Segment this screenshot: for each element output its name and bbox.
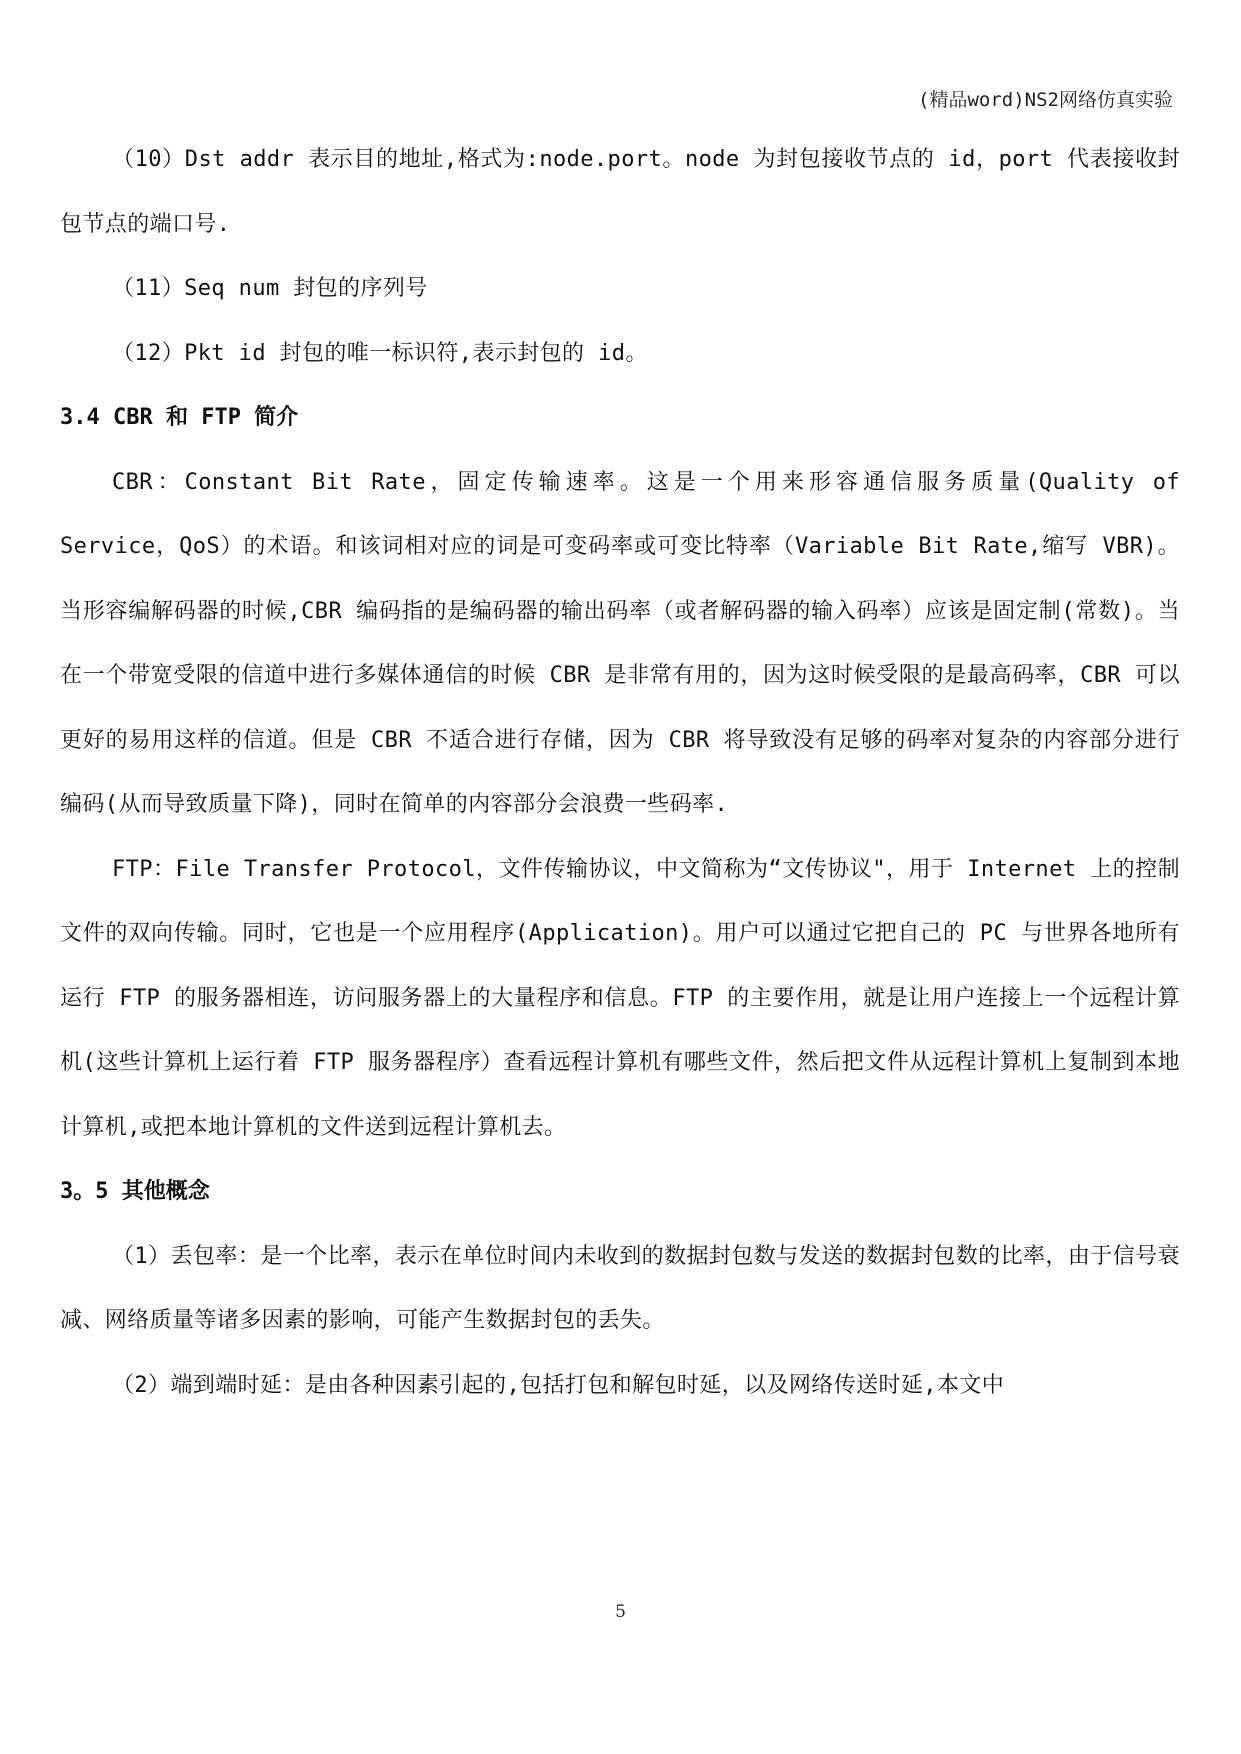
paragraph-pkt-id: （12）Pkt id 封包的唯一标识符,表示封包的 id。 bbox=[112, 340, 648, 366]
page-content bbox=[60, 128, 1180, 1418]
paragraph-seq-num: （11）Seq num 封包的序列号 bbox=[112, 276, 428, 301]
paragraph-dst-addr: （10）Dst addr 表示目的地址,格式为:node.port。node 为封包接收节点的 id，port 代表接收封包节点的端口号. bbox=[60, 147, 1180, 237]
paragraph-ftp: FTP：File Transfer Protocol，文件传输协议，中文简称为“文传协议"，用于 Internet 上的控制文件的双向传输。同时，它也是一个应用程序(Application)。用户可以通过它把自己的 PC 与世界各地所有运行 FTP 的服务器相连，访问服务器上的大量程序和信息。FTP 的主要作用，就是让用户连接上一个远程计算机(这些计算机上运行着 FTP 服务器程序）查看远程计算机有哪些文件，然后把文件从远程计算机上复制到本地计算机,或把本地计算机的文件送到远程计算机去。 bbox=[60, 856, 1180, 1140]
paragraph-end-to-end-delay: （2）端到端时延：是由各种因素引起的,包括打包和解包时延，以及网络传送时延,本文中 bbox=[112, 1372, 1005, 1398]
running-header: (精品word)NS2网络仿真实验 bbox=[918, 89, 1173, 111]
paragraph-cbr: CBR：Constant Bit Rate，固定传输速率。这是一个用来形容通信服务质量(Quality of Service，QoS）的术语。和该词相对应的词是可变码率或可变比特率（Variable Bit Rate,缩写 VBR)。当形容编解码器的时候,CBR 编码指的是编码器的输出码率（或者解码器的输入码率）应该是固定制(常数)。当在一个带宽受限的信道中进行多媒体通信的时候 CBR 是非常有用的，因为这时候受限的是最高码率，CBR 可以更好的易用这样的信道。但是 CBR 不适合进行存储，因为 CBR 将导致没有足够的码率对复杂的内容部分进行编码(从而导致质量下降)，同时在简单的内容部分会浪费一些码率. bbox=[60, 469, 1181, 817]
page-number: 5 bbox=[615, 1602, 626, 1622]
section-heading-3-5: 3。5 其他概念 bbox=[60, 1179, 210, 1204]
paragraph-packet-loss: （1）丢包率：是一个比率，表示在单位时间内未收到的数据封包数与发送的数据封包数的比率，由于信号衰减、网络质量等诸多因素的影响，可能产生数据封包的丢失。 bbox=[60, 1243, 1180, 1333]
section-heading-3-4: 3.4 CBR 和 FTP 简介 bbox=[60, 405, 299, 430]
